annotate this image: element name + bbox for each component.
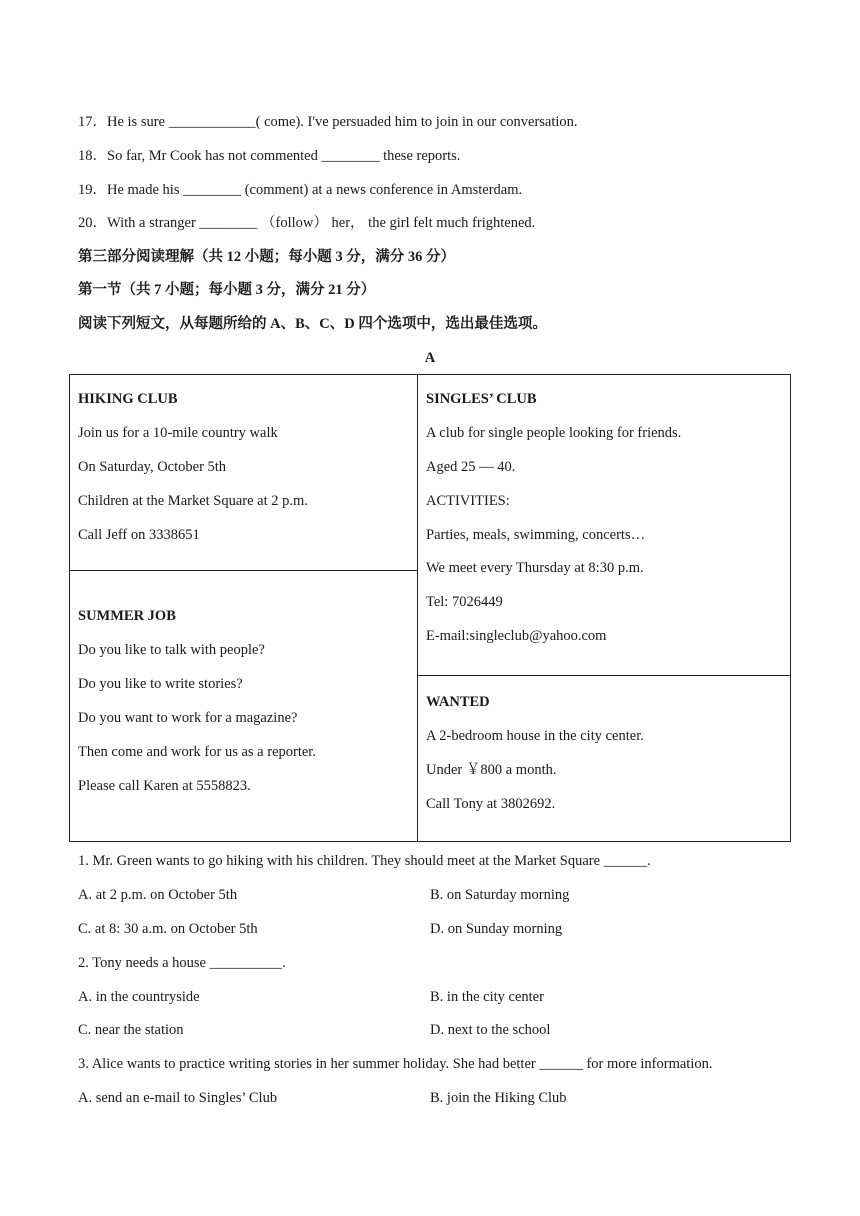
question-2-option-d: D. next to the school xyxy=(430,1022,551,1038)
table-divider-right xyxy=(417,675,791,676)
question-3-option-a: A. send an e-mail to Singles’ Club xyxy=(78,1090,278,1106)
table-divider-left xyxy=(70,570,417,571)
hiking-line: Children at the Market Square at 2 p.m. xyxy=(78,493,308,509)
summer-job-line: Do you like to talk with people? xyxy=(78,642,265,658)
singles-line: E-mail:singleclub@yahoo.com xyxy=(426,628,607,644)
singles-line: We meet every Thursday at 8:30 p.m. xyxy=(426,560,644,576)
summer-job-title: SUMMER JOB xyxy=(78,608,176,624)
section-one-header: 第一节（共 7 小题；每小题 3 分，满分 21 分） xyxy=(78,282,376,298)
summer-job-line: Do you like to write stories? xyxy=(78,676,243,692)
singles-line: ACTIVITIES: xyxy=(426,493,510,509)
hiking-club-title: HIKING CLUB xyxy=(78,391,178,407)
singles-line: Aged 25 — 40. xyxy=(426,459,516,475)
question-2-option-b: B. in the city center xyxy=(430,989,544,1005)
question-20: 20．With a stranger ________ （follow） her， the girl felt much frightened. xyxy=(78,215,536,231)
summer-job-line: Please call Karen at 5558823. xyxy=(78,778,251,794)
wanted-line: A 2-bedroom house in the city center. xyxy=(426,728,644,744)
summer-job-line: Do you want to work for a magazine? xyxy=(78,710,298,726)
hiking-line: Join us for a 10-mile country walk xyxy=(78,425,278,441)
question-1-option-c: C. at 8: 30 a.m. on October 5th xyxy=(78,921,258,937)
question-1-option-b: B. on Saturday morning xyxy=(430,887,570,903)
summer-job-line: Then come and work for us as a reporter. xyxy=(78,744,316,760)
question-2-stem: 2. Tony needs a house __________. xyxy=(78,955,286,971)
singles-club-title: SINGLES’ CLUB xyxy=(426,391,537,407)
wanted-title: WANTED xyxy=(426,694,490,710)
question-3-option-b: B. join the Hiking Club xyxy=(430,1090,567,1106)
question-1-option-a: A. at 2 p.m. on October 5th xyxy=(78,887,238,903)
question-1-option-d: D. on Sunday morning xyxy=(430,921,563,937)
question-3-stem: 3. Alice wants to practice writing stories in her summer holiday. She had better ______ for more information. xyxy=(78,1056,713,1072)
table-divider-vertical xyxy=(417,375,418,841)
passage-label: A xyxy=(424,350,436,366)
singles-line: A club for single people looking for friends. xyxy=(426,425,682,441)
question-17: 17．He is sure ____________( come). I've persuaded him to join in our conversation. xyxy=(78,114,578,130)
question-2-option-a: A. in the countryside xyxy=(78,989,200,1005)
wanted-line: Under ￥800 a month. xyxy=(426,762,557,778)
singles-line: Parties, meals, swimming, concerts… xyxy=(426,527,646,543)
hiking-line: On Saturday, October 5th xyxy=(78,459,227,475)
singles-line: Tel: 7026449 xyxy=(426,594,503,610)
hiking-line: Call Jeff on 3338651 xyxy=(78,527,200,543)
instructions: 阅读下列短文，从每题所给的 A、B、C、D 四个选项中，选出最佳选项。 xyxy=(78,316,547,332)
part-three-header: 第三部分阅读理解（共 12 小题；每小题 3 分，满分 36 分） xyxy=(78,249,455,265)
ads-table xyxy=(69,374,791,842)
question-18: 18．So far, Mr Cook has not commented ________ these reports. xyxy=(78,148,461,164)
question-19: 19．He made his ________ (comment) at a news conference in Amsterdam. xyxy=(78,182,523,198)
wanted-line: Call Tony at 3802692. xyxy=(426,796,556,812)
question-2-option-c: C. near the station xyxy=(78,1022,184,1038)
question-1-stem: 1. Mr. Green wants to go hiking with his children. They should meet at the Market Square ______. xyxy=(78,853,651,869)
